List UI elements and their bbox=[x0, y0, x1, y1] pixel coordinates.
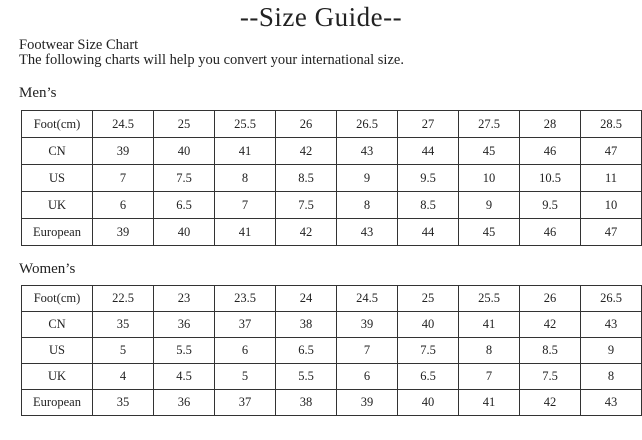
table-cell: 45 bbox=[459, 219, 520, 246]
table-cell: 25 bbox=[398, 286, 459, 312]
intro-line-1: Footwear Size Chart bbox=[19, 37, 139, 53]
table-cell: 39 bbox=[337, 312, 398, 338]
table-cell: 24.5 bbox=[93, 111, 154, 138]
row-label: Foot(cm) bbox=[22, 111, 93, 138]
table-cell: 8 bbox=[459, 338, 520, 364]
table-cell: 5 bbox=[215, 364, 276, 390]
table-cell: 36 bbox=[154, 312, 215, 338]
table-cell: 11 bbox=[581, 165, 642, 192]
page-title: --Size Guide-- bbox=[239, 2, 403, 32]
row-label: CN bbox=[22, 312, 93, 338]
table-cell: 42 bbox=[520, 312, 581, 338]
table-cell: 6.5 bbox=[154, 192, 215, 219]
table-cell: 7 bbox=[459, 364, 520, 390]
table-cell: 46 bbox=[520, 219, 581, 246]
table-cell: 8.5 bbox=[520, 338, 581, 364]
table-cell: 47 bbox=[581, 219, 642, 246]
table-cell: 39 bbox=[93, 138, 154, 165]
table-cell: 26 bbox=[276, 111, 337, 138]
table-cell: 9 bbox=[581, 338, 642, 364]
table-cell: 7.5 bbox=[520, 364, 581, 390]
table-cell: 39 bbox=[93, 219, 154, 246]
table-cell: 9.5 bbox=[520, 192, 581, 219]
table-cell: 10.5 bbox=[520, 165, 581, 192]
table-cell: 28 bbox=[520, 111, 581, 138]
table-cell: 4 bbox=[93, 364, 154, 390]
mens-size-table bbox=[21, 110, 642, 246]
table-cell: 38 bbox=[276, 390, 337, 416]
table-cell: 4.5 bbox=[154, 364, 215, 390]
table-row bbox=[22, 165, 642, 192]
table-cell: 9.5 bbox=[398, 165, 459, 192]
table-cell: 22.5 bbox=[93, 286, 154, 312]
table-cell: 40 bbox=[154, 219, 215, 246]
table-cell: 25 bbox=[154, 111, 215, 138]
table-cell: 5.5 bbox=[154, 338, 215, 364]
table-cell: 46 bbox=[520, 138, 581, 165]
table-cell: 7.5 bbox=[276, 192, 337, 219]
table-cell: 38 bbox=[276, 312, 337, 338]
table-cell: 5.5 bbox=[276, 364, 337, 390]
row-label: European bbox=[22, 390, 93, 416]
table-cell: 43 bbox=[581, 312, 642, 338]
table-cell: 27 bbox=[398, 111, 459, 138]
table-cell: 41 bbox=[459, 312, 520, 338]
table-cell: 40 bbox=[398, 390, 459, 416]
table-cell: 25.5 bbox=[215, 111, 276, 138]
row-label: Foot(cm) bbox=[22, 286, 93, 312]
table-cell: 37 bbox=[215, 390, 276, 416]
table-row bbox=[22, 312, 642, 338]
table-cell: 39 bbox=[337, 390, 398, 416]
table-cell: 41 bbox=[215, 138, 276, 165]
table-cell: 6 bbox=[337, 364, 398, 390]
table-cell: 8 bbox=[581, 364, 642, 390]
table-cell: 36 bbox=[154, 390, 215, 416]
table-cell: 47 bbox=[581, 138, 642, 165]
table-row bbox=[22, 219, 642, 246]
table-cell: 7.5 bbox=[398, 338, 459, 364]
table-cell: 28.5 bbox=[581, 111, 642, 138]
table-row bbox=[22, 111, 642, 138]
table-cell: 7 bbox=[215, 192, 276, 219]
table-cell: 24 bbox=[276, 286, 337, 312]
row-label: US bbox=[22, 338, 93, 364]
table-cell: 10 bbox=[581, 192, 642, 219]
table-cell: 37 bbox=[215, 312, 276, 338]
table-cell: 26.5 bbox=[337, 111, 398, 138]
table-cell: 43 bbox=[337, 138, 398, 165]
row-label: UK bbox=[22, 192, 93, 219]
table-cell: 23 bbox=[154, 286, 215, 312]
table-cell: 6 bbox=[93, 192, 154, 219]
table-cell: 42 bbox=[276, 138, 337, 165]
table-cell: 26 bbox=[520, 286, 581, 312]
table-cell: 41 bbox=[459, 390, 520, 416]
table-cell: 5 bbox=[93, 338, 154, 364]
table-row bbox=[22, 138, 642, 165]
table-cell: 40 bbox=[398, 312, 459, 338]
womens-section-label: Women’s bbox=[19, 261, 76, 277]
table-cell: 43 bbox=[337, 219, 398, 246]
table-cell: 8 bbox=[337, 192, 398, 219]
table-cell: 35 bbox=[93, 390, 154, 416]
row-label: European bbox=[22, 219, 93, 246]
table-row bbox=[22, 364, 642, 390]
table-cell: 8.5 bbox=[276, 165, 337, 192]
table-cell: 9 bbox=[459, 192, 520, 219]
table-cell: 23.5 bbox=[215, 286, 276, 312]
table-cell: 24.5 bbox=[337, 286, 398, 312]
table-cell: 8 bbox=[215, 165, 276, 192]
table-cell: 44 bbox=[398, 219, 459, 246]
table-row bbox=[22, 390, 642, 416]
table-cell: 42 bbox=[276, 219, 337, 246]
table-cell: 6 bbox=[215, 338, 276, 364]
table-cell: 27.5 bbox=[459, 111, 520, 138]
table-cell: 7 bbox=[93, 165, 154, 192]
mens-section-label: Men’s bbox=[19, 85, 57, 101]
table-cell: 40 bbox=[154, 138, 215, 165]
row-label: CN bbox=[22, 138, 93, 165]
table-cell: 6.5 bbox=[398, 364, 459, 390]
table-cell: 42 bbox=[520, 390, 581, 416]
table-cell: 44 bbox=[398, 138, 459, 165]
table-cell: 8.5 bbox=[398, 192, 459, 219]
intro-line-2: The following charts will help you convert your international size. bbox=[19, 52, 404, 68]
table-cell: 10 bbox=[459, 165, 520, 192]
table-row bbox=[22, 192, 642, 219]
womens-size-table bbox=[21, 285, 642, 416]
table-cell: 26.5 bbox=[581, 286, 642, 312]
table-row bbox=[22, 338, 642, 364]
table-cell: 43 bbox=[581, 390, 642, 416]
table-cell: 7.5 bbox=[154, 165, 215, 192]
table-row bbox=[22, 286, 642, 312]
table-cell: 25.5 bbox=[459, 286, 520, 312]
table-cell: 41 bbox=[215, 219, 276, 246]
table-cell: 6.5 bbox=[276, 338, 337, 364]
row-label: UK bbox=[22, 364, 93, 390]
intro-text bbox=[19, 38, 404, 68]
table-cell: 9 bbox=[337, 165, 398, 192]
row-label: US bbox=[22, 165, 93, 192]
table-cell: 45 bbox=[459, 138, 520, 165]
table-cell: 7 bbox=[337, 338, 398, 364]
table-cell: 35 bbox=[93, 312, 154, 338]
